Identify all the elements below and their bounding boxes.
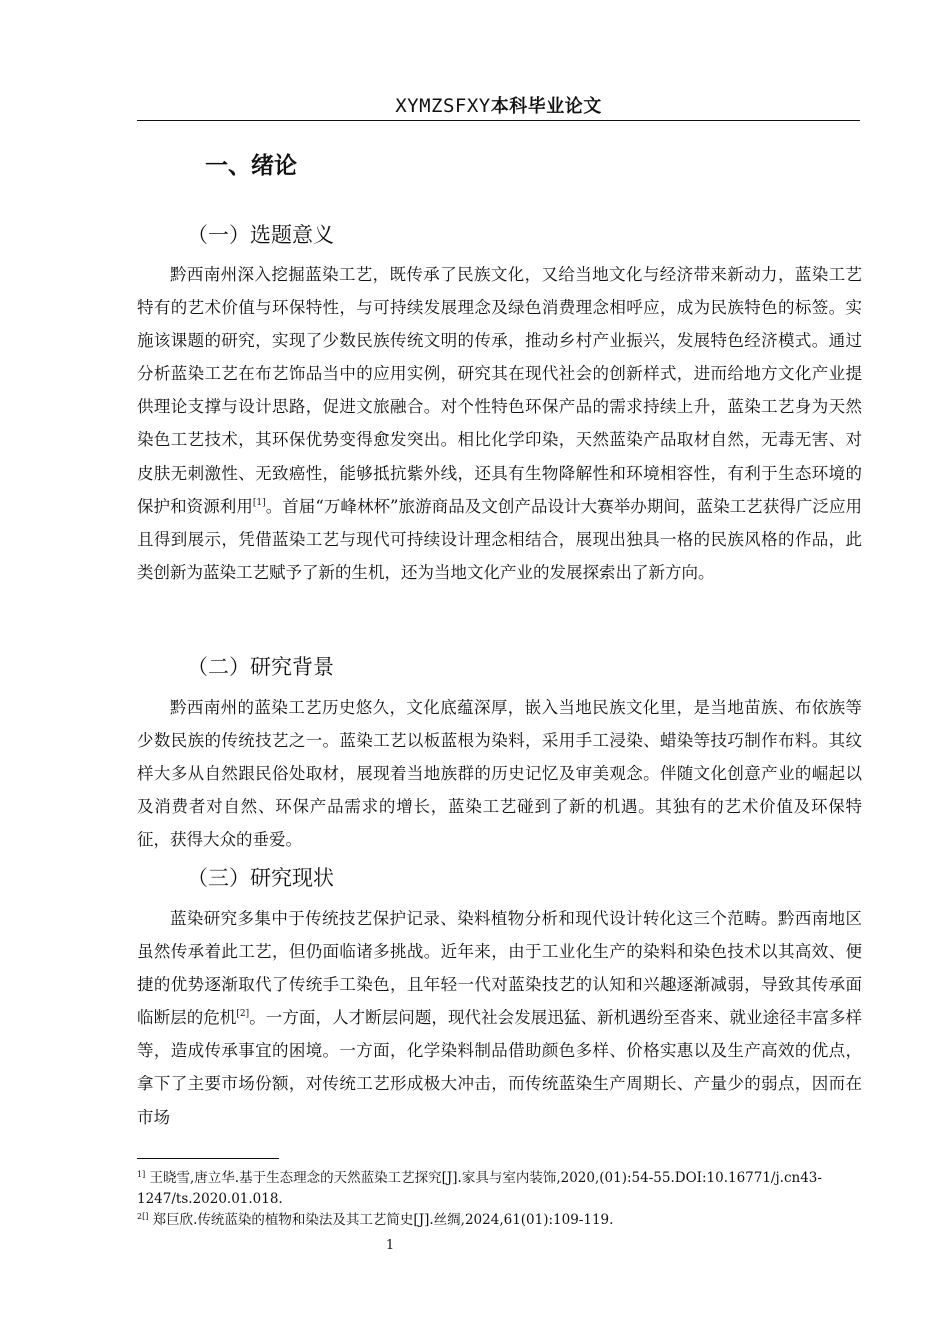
footnote-2-text: 郑巨欣.传统蓝染的植物和染法及其工艺简史[J].丝绸,2024,61(01):109-119. [152, 1212, 614, 1228]
footnote-1-text: 王晓雪,唐立华.基于生态理念的天然蓝染工艺探究[J].家具与室内装饰,2020,(01):54-55.DOI:10.16771/j.cn43-1247/ts.2020.01.018. [137, 1170, 822, 1207]
footnote-2-marker: 2[] [137, 1212, 149, 1221]
subsection-title-1: （一）选题意义 [187, 223, 334, 247]
running-header [137, 92, 860, 120]
section-title: 一、绪论 [205, 153, 297, 179]
footnote-1-marker: 1] [137, 1170, 146, 1179]
paragraph-3-text-b: 。一方面，人才断层问题，现代社会发展迅猛、新机遇纷至沓来、就业途径丰富多样等，造成传承事宜的困境。一方面，化学染料制品借助颜色多样、价格实惠以及生产高效的优点，拿下了主要市场份额，对传统工艺形成极大冲击，而传统蓝染生产周期长、产量少的弱点，因而在市场 [137, 1008, 863, 1127]
paragraph-1-text-a: 黔西南州深入挖掘蓝染工艺，既传承了民族文化，又给当地文化与经济带来新动力，蓝染工艺特有的艺术价值与环保特性，与可持续发展理念及绿色消费理念相呼应，成为民族特色的标签。实施该课题的研究，实现了少数民族传统文明的传承，推动乡村产业振兴，发展特色经济模式。通过分析蓝染工艺在布艺饰品当中的应用实例，研究其在现代社会的创新样式，进而给地方文化产业提供理论支撑与设计思路，促进文旅融合。对个性特色环保产品的需求持续上升，蓝染工艺身为天然染色工艺技术，其环保优势变得愈发突出。相比化学印染，天然蓝染产品取材自然，无毒无害、对皮肤无刺激性、无致癌性，能够抵抗紫外线，还具有生物降解性和环境相容性，有利于生态环境的保护和资源利用 [137, 265, 862, 516]
citation-1: [1] [252, 497, 266, 508]
footnote-2 [137, 1210, 862, 1231]
page-number: 1 [385, 1238, 395, 1253]
citation-2: [2] [236, 1009, 250, 1020]
header-code: XYMZSFXY [395, 95, 491, 117]
paragraph-2-text: 黔西南州的蓝染工艺历史悠久，文化底蕴深厚，嵌入当地民族文化里，是当地苗族、布依族等少数民族的传统技艺之一。蓝染工艺以板蓝根为染料，采用手工浸染、蜡染等技巧制作布料。其纹样大多从自然跟民俗处取材，展现着当地族群的历史记忆及审美观念。伴随文化创意产业的崛起以及消费者对自然、环保产品需求的增长，蓝染工艺碰到了新的机遇。其独有的艺术价值及环保特征，获得大众的垂爱。 [137, 698, 862, 850]
paragraph-3-text-a: 蓝染研究多集中于传统技艺保护记录、染料植物分析和现代设计转化这三个范畴。黔西南地区虽然传承着此工艺，但仍面临诸多挑战。近年来，由于工业化生产的染料和染色技术以其高效、便捷的优势逐渐取代了传统手工染色，且年轻一代对蓝染技艺的认知和兴趣逐渐减弱，导致其传承面临断层的危机 [137, 909, 862, 1028]
subsection-title-2: （二）研究背景 [187, 655, 334, 679]
paragraph-3 [137, 902, 862, 1134]
header-title: 本科毕业论文 [490, 96, 602, 117]
footnote-rule [137, 1158, 279, 1159]
paragraph-2 [137, 691, 862, 856]
subsection-title-3: （三）研究现状 [187, 866, 334, 890]
paragraph-1 [137, 258, 862, 589]
paragraph-1-text-b: 。首届“万峰林杯”旅游商品及文创产品设计大赛举办期间，蓝染工艺获得广泛应用且得到展示，凭借蓝染工艺与现代可持续设计理念相结合，展现出独具一格的民族风格的作品，此类创新为蓝染工艺赋予了新的生机，还为当地文化产业的发展探索出了新方向。 [137, 496, 863, 582]
header-rule [137, 120, 860, 121]
footnote-1 [137, 1168, 862, 1210]
